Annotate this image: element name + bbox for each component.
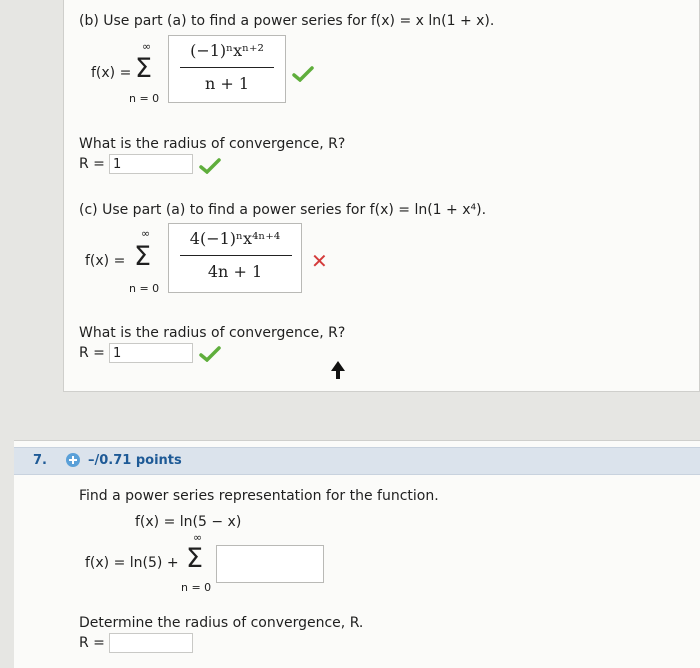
fraction-bar bbox=[180, 67, 274, 68]
question-number: 7. bbox=[33, 453, 47, 468]
question-7-fx-label: f(x) = ln(5) + bbox=[85, 555, 179, 571]
part-c-numerator: 4(−1)ⁿx⁴ⁿ⁺⁴ bbox=[189, 229, 281, 248]
part-b-numerator: (−1)ⁿxⁿ⁺² bbox=[190, 41, 264, 60]
plus-icon[interactable] bbox=[66, 453, 80, 467]
part-c-denominator: 4n + 1 bbox=[207, 262, 263, 281]
part-b-prompt: (b) Use part (a) to find a power series for f(x) = x ln(1 + x). bbox=[79, 13, 495, 29]
part-b-fx-label: f(x) = bbox=[91, 65, 132, 81]
question-7-sum-lower: n = 0 bbox=[181, 581, 212, 594]
sigma-symbol: Σ bbox=[134, 241, 152, 272]
part-b-radius-input[interactable]: 1 bbox=[109, 154, 193, 174]
question-7-sum-upper: ∞ bbox=[193, 531, 203, 544]
cross-icon: ✕ bbox=[311, 249, 328, 273]
points-label: –/0.71 points bbox=[88, 453, 182, 468]
question-7-radius-label: R = bbox=[79, 635, 105, 651]
part-c-sum-upper: ∞ bbox=[141, 227, 151, 240]
part-c-prompt: (c) Use part (a) to find a power series for f(x) = ln(1 + x⁴). bbox=[79, 202, 487, 218]
part-c-fx-label: f(x) = bbox=[85, 253, 126, 269]
part-b-denominator: n + 1 bbox=[204, 74, 250, 93]
question-7-answer-box[interactable] bbox=[216, 545, 324, 583]
question-7-radius-prompt: Determine the radius of convergence, R. bbox=[79, 615, 364, 631]
question-7-radius-input[interactable] bbox=[109, 633, 193, 653]
question-7-function: f(x) = ln(5 − x) bbox=[135, 514, 242, 530]
part-c-radius-label: R = bbox=[79, 345, 105, 361]
mouse-cursor-icon bbox=[330, 360, 346, 380]
part-b-sum-lower: n = 0 bbox=[129, 92, 160, 105]
part-c-radius-input[interactable]: 1 bbox=[109, 343, 193, 363]
sigma-symbol: Σ bbox=[186, 543, 204, 574]
sigma-symbol: Σ bbox=[135, 53, 153, 84]
part-b-radius-question: What is the radius of convergence, R? bbox=[79, 136, 346, 152]
check-icon bbox=[292, 66, 314, 82]
part-b-sum-upper: ∞ bbox=[142, 40, 152, 53]
question-7-prompt: Find a power series representation for the function. bbox=[79, 488, 439, 504]
check-icon bbox=[199, 346, 221, 362]
part-b-radius-label: R = bbox=[79, 156, 105, 172]
check-icon bbox=[199, 158, 221, 174]
part-c-radius-question: What is the radius of convergence, R? bbox=[79, 325, 346, 341]
part-c-sum-lower: n = 0 bbox=[129, 282, 160, 295]
fraction-bar bbox=[180, 255, 292, 256]
